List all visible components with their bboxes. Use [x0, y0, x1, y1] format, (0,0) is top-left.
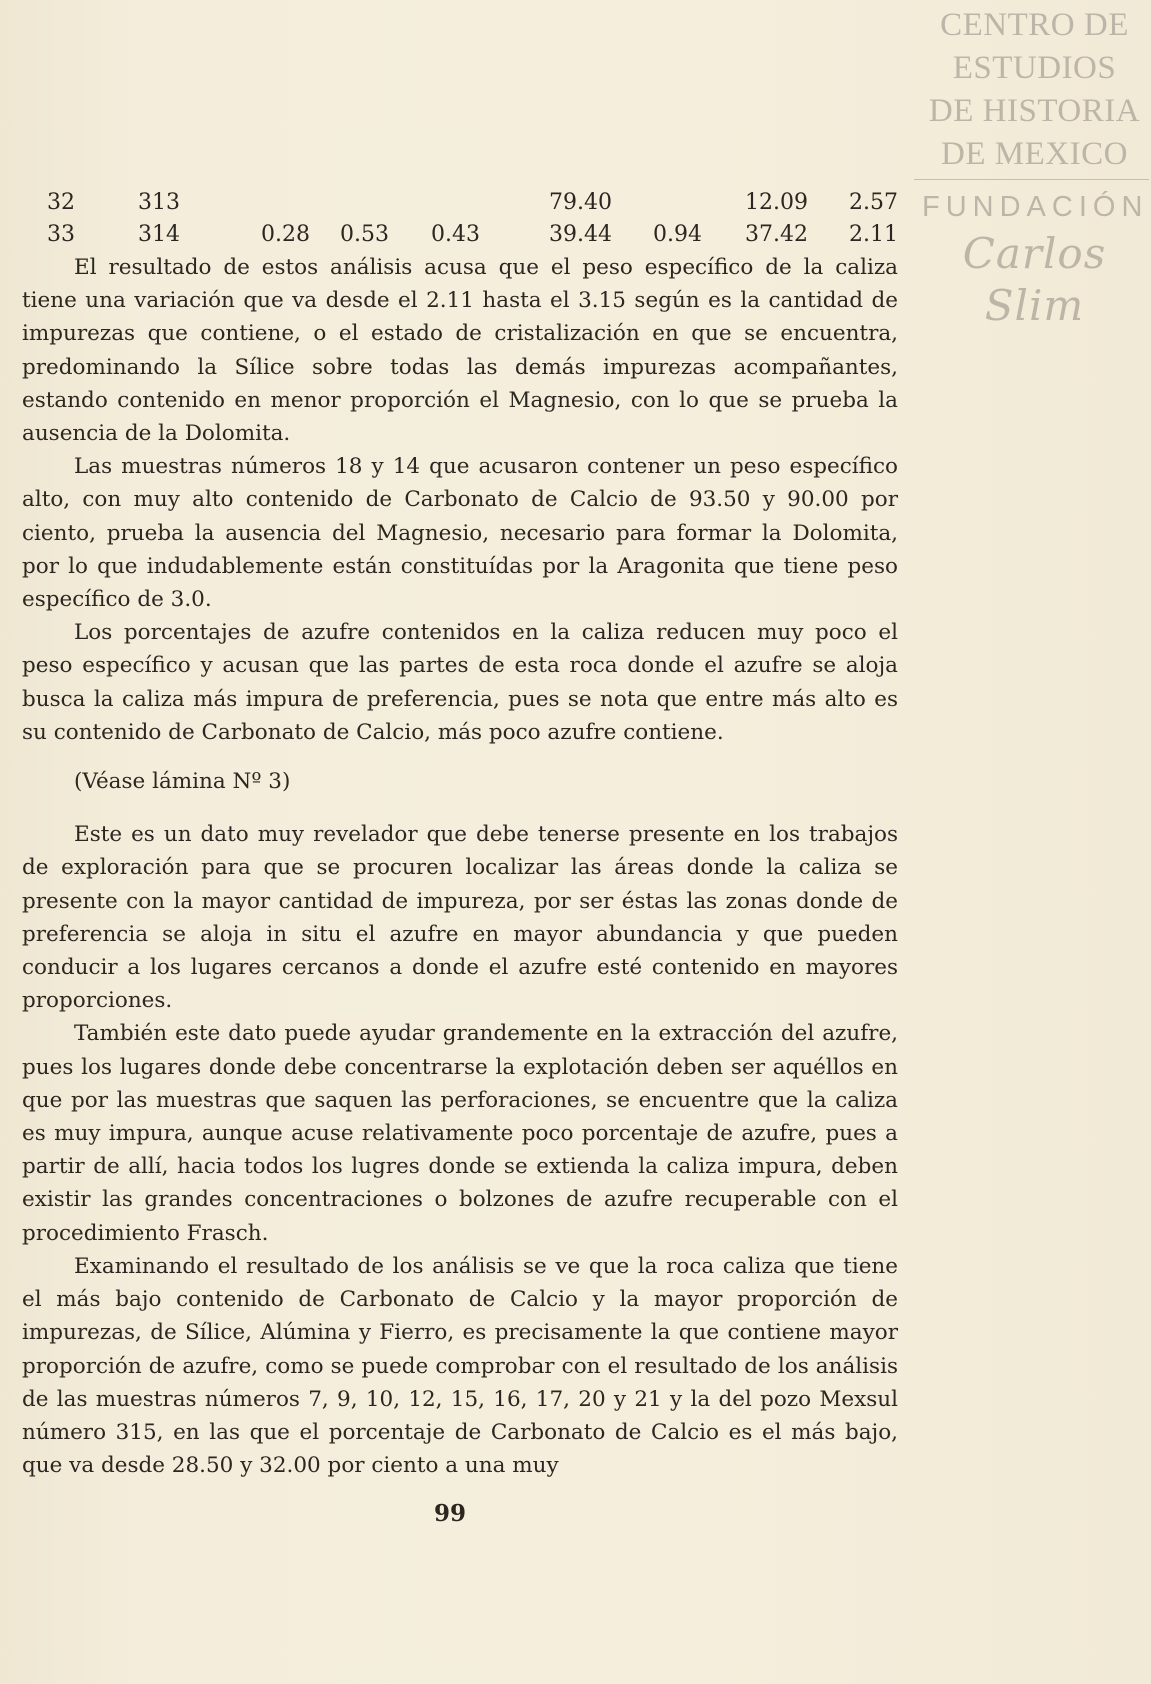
watermark-foundation: FUNDACIÓN — [922, 191, 1149, 223]
watermark-line-4: DE MEXICO — [941, 136, 1128, 172]
table-cell-col8: 12.09 — [745, 190, 808, 215]
table-cell-col3: 0.28 — [261, 222, 310, 247]
watermark-line-1: CENTRO DE — [940, 7, 1129, 43]
paragraph: Este es un dato muy revelador que debe tenerse presente en los trabajos de exploración para que se procuren localizar las áreas donde la caliza se presente con la mayor cantidad de impureza, por ser éstas las zonas donde de preferencia se aloja in situ el azufre en mayor abundancia y que pueden conducir a los lugares cercanos a donde el azufre esté contenido en mayores proporciones. — [22, 822, 898, 1014]
table-cell-sample: 33 — [47, 222, 75, 247]
table-cell-col5: 0.43 — [431, 222, 480, 247]
paragraph: Las muestras números 18 y 14 que acusaron contener un peso específico alto, con muy alto contenido de Carbonato de Calcio de 93.50 y 90.00 por ciento, prueba la ausencia del Magnesio, necesario para formar la Dolomita, por lo que indudablemente están constituídas por la Aragonita que tiene peso específico de 3.0. — [22, 454, 898, 613]
table-cell-well: 313 — [138, 190, 180, 215]
page-number: 99 — [433, 1500, 466, 1527]
paragraph: Examinando el resultado de los análisis se ve que la roca caliza que tiene el más bajo contenido de Carbonato de Calcio y la mayor proporción de impurezas, de Sílice, Alúmina y Fierro, es precisamente la que contiene mayor proporción de azufre, como se puede comprobar con el resultado de los análisis de las muestras números 7, 9, 10, 12, 15, 16, 17, 20 y 21 y la del pozo Mexsul número 315, en las que el porcentaje de Carbonato de Calcio es el más bajo, que va desde 28.50 y 32.00 por ciento a una muy — [22, 1253, 898, 1479]
table-cell-sample: 32 — [47, 190, 75, 215]
watermark-line-3: DE HISTORIA — [928, 93, 1141, 129]
table-cell-col6: 79.40 — [549, 190, 612, 215]
paragraph: El resultado de estos análisis acusa que el peso específico de la caliza tiene una variación que va desde el 2.11 hasta el 3.15 según es la cantidad de impurezas que contiene, o el estado de cristalización en que se encuentra, predominando la Sílice sobre todas las demás impurezas acompañantes, estando contenido en menor proporción el Magnesio, con lo que se prueba la ausencia de la Dolomita. — [22, 255, 898, 447]
table-cell-col6: 39.44 — [549, 222, 612, 247]
table-row — [0, 190, 920, 220]
table-cell-col9: 2.11 — [849, 222, 898, 247]
paragraph: Los porcentajes de azufre contenidos en la caliza reducen muy poco el peso específico y acusan que las partes de esta roca donde el azufre se aloja busca la caliza más impura de preferencia, pues se nota que entre más alto es su contenido de Carbonato de Calcio, más poco azufre contiene. — [22, 620, 898, 745]
paragraph: También este dato puede ayudar grandemente en la extracción del azufre, pues los lugares donde debe concentrarse la explotación deben ser aquéllos en que por las muestras que saquen las perforaciones, se encuentre que la caliza es muy impura, aunque acuse relativamente poco porcentaje de azufre, pues a partir de allí, hacia todos los lugres donde se extienda la caliza impura, deben existir las grandes concentraciones o bolzones de azufre recuperable con el procedimiento Frasch. — [22, 1021, 898, 1246]
table-row — [0, 222, 920, 252]
watermark-line-2: ESTUDIOS — [952, 50, 1117, 86]
watermark — [922, 4, 1147, 332]
watermark-signature: Carlos Slim — [962, 229, 1107, 330]
body-text — [22, 251, 898, 1482]
table-cell-col9: 2.57 — [849, 190, 898, 215]
watermark-divider — [914, 179, 1149, 180]
figure-reference: (Véase lámina Nº 3) — [74, 769, 291, 795]
table-cell-col7: 0.94 — [653, 222, 702, 247]
table-cell-col4: 0.53 — [340, 222, 389, 247]
table-cell-col8: 37.42 — [745, 222, 808, 247]
table-cell-well: 314 — [138, 222, 180, 247]
